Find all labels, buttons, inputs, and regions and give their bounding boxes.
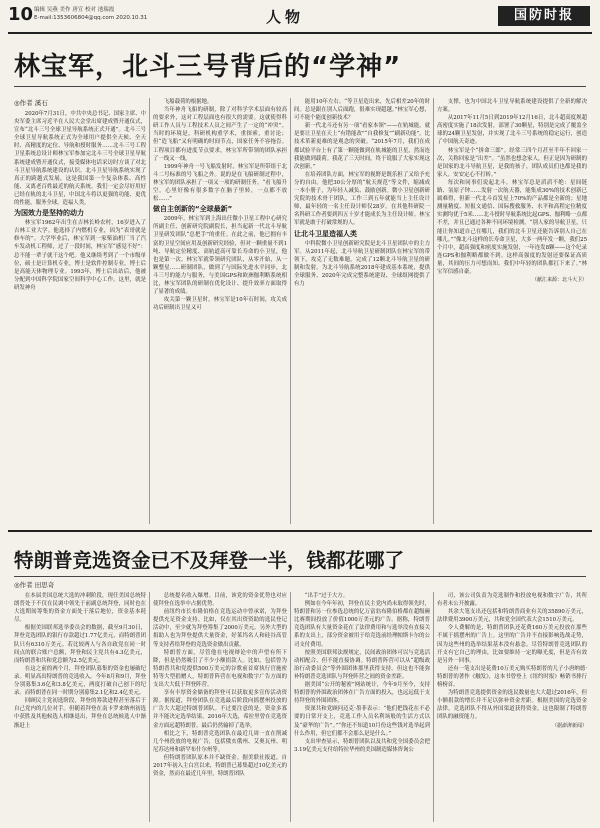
section-title: 人物 [266, 8, 305, 26]
paragraph: 支撑，也为中国北斗卫星导航系统建设提供了全新的解决方案。 [437, 99, 587, 114]
paragraph: 为特朗普竞选提供资金的选民数量也大大超过2016年，但小额捐款的增长并不足以弥补资金差距。根据美国的竞选资金法律，竞选团队不得从外国渠道获得资金，这也限制了特朗普团队的融资能力。 [437, 690, 587, 721]
paragraph: 前纽约市长布隆伯格在竞选运动中曾承诺，为拜登提供充足资金支持。比如，仅在其出资资助的选民登记活动中，至少就为拜登筹集了2000万美元。另外大型的捐助人也为拜登提供大量资金，好莱坞名人和硅谷高管等支持者给拜登的竞选资金做出贡献。 [153, 609, 287, 648]
article1-column [14, 110, 146, 524]
paragraph: 资深共和党顾问迈克·墨菲表示：“他们把钱花在不必要的日常开支上，竞选工作人员名利场般的生活方式以及“豪华的广告”。”“你还不知道10月份这些钱对选举起到什么作用，但它们都不会那么是是什么。” [294, 706, 430, 737]
subheading: 让北斗卫星造福人类 [294, 229, 357, 238]
article2-column [153, 592, 287, 822]
newspaper-logo: 国防时报 [498, 6, 590, 26]
paragraph: 例如在今年年初，拜登在民主党内尚未取得领先时，特朗普和另一位参选总统的亿万富翁布隆伯格都在超级碗比赛期间投放了价值1000万美元的广告。据称，特朗普竞选团队有大量资金花在了法律费用和与选举没有直接关系的支出上，部分资金被用于给竞选前经理帕斯卡尔的公司支付费用。 [294, 601, 430, 648]
paragraph: “出手”过于大方。 [304, 593, 349, 599]
paragraph: 据美国“公开的秘密”网站统计，今年9月至今，支持特朗普的外围政治团体在广告方面的投入，也远远低于支持拜登的外围团体。 [294, 682, 430, 705]
paragraph: 相比之下，特朗普竞选团队在最近几周一直在削减几个州投放的电视广告，包括俄亥俄州、艾奥瓦州、明尼苏达州和新罕布什尔州等。 [153, 730, 287, 753]
paragraph: 根据美国联邦选举委员会的数据，截至9月30日，拜登竞选团队的银行存款超过1.77亿美元，而特朗普团队只有6310万美元。若比较两人与各自政党在同一时间点的联合账户总额，拜登和民主党共有4.3亿美元，而特朗普和共和党总额为2.5亿美元。 [14, 625, 146, 664]
article1-column [153, 98, 287, 524]
paragraph: 攻关第一颗卫星时，林宝军是10年石时间，攻关成功后研制出卫星又可 [153, 297, 287, 312]
article1-column [437, 98, 587, 524]
source-credit: （献汇来源：北斗大卫） [531, 277, 587, 284]
paragraph: 中科院微小卫星创新研究院是北斗卫星团队中的主力军。从2011年起，北斗导航卫星研制团队在林宝军的带领下，攻克了无数难题，完成了12颗北斗导航卫星的研制和发射。为北斗导航系统2018年建成基本系统，提供全球服务、2020年完成完整系统建设、全球组网提供了有力 [294, 240, 430, 287]
page-number: 10 [8, 4, 34, 25]
paragraph: 令人费解的是，特朗普团队还花费160万美元投放在那些不属于摇摆州的广告上。这里的广告并不直接影响选战走势，因为这些州的选举结果基本没有悬念。尽管特朗普竞选团队的开支有它自己的理由，比如要维持一定的曝光度，但是否有效是另外一回事。 [437, 625, 587, 664]
paragraph: 新一代北斗还有另一项“看家本领”——在轨城能。就是要让卫星在天上“有错能改”“自我修复”“刷新功能”。比技术革新更难的是观念的突破。“2015年7月，我们在成都试验平台上有了第一颗能做到在轨城能的卫星，然而连我能做到载荷。我花了三天时间，终于说服了大家实现这次创新。” [294, 123, 430, 170]
column-divider [149, 98, 150, 524]
paragraph: 2020年7月31日，中共中央总书记、国家主席、中央军委主席习近平在人民大会堂出席建成暨开通仪式，宣布“北斗三号全球卫星导航系统正式开通”。北斗三号全球卫星导航系统正式为全球用户提供全天候、全天时、高精度的定位、导航和授时服务……北斗三号工程卫星系统总设计师林宝军参加完北斗三号全球卫星导航系统建成暨开通仪式，接受媒体电话采访时方谈了对北斗卫星导航系统建设的认识。北斗卫星导航系统实现了真正的跨越式发展，这是我国第一个复杂体系、高性能、又离老百姓最近的航天系统。我们一定会尽好用好已经在轨的北斗卫星，中国北斗将以更强的功能、更优的性能，服务全球，造福人类。 [14, 111, 146, 207]
paragraph: 司，该公司负责为竞选制作和投放电视和数字广告，其所有者未公开披露。 [437, 593, 587, 608]
paragraph: 在培养团队方面，林宝军的视野是既乐担了又给予充分的自由。他把30公分厚的“航天规范”等文件，缩减成一本小册子，为年轻人减负、鼓励创新。微小卫星创新研究院的技术骨干团队，工作三到五年就能当上主任设计师，最年轻的一名主任设计师仅28岁。在其他科研院一名科研工作者要到四五十岁才能成长为主任设计师。林宝军就是敢于打破常规的人。 [294, 171, 430, 227]
paragraph: 林宝军是个“拼命三郎”。经常三四个月甚至半年不回家一次，关称回家是“出差”。“虽然也想念家人，但正是因为研制的是国家的北斗导航卫星，是我的孩子，团队成员们也都是我的家人。安安定心不打转。” [437, 147, 587, 178]
paragraph: 在本届美国总统大选的冲刺阶段，现任美国总统特朗普处于不仅在民调中领先于前副总统拜登，同时也在大选期间筹集的资金方面处于落后地位，资金基本耗尽。 [14, 593, 146, 624]
paragraph: 能用10年左右。“等卫星造出来，先后相差20年的时间。总是跟在别人后面跑，很难实现超越。”林宝军心想，可不能个能度创新技术？ [294, 99, 430, 122]
article2-headline: 特朗普竞选资金已不及拜登一半，钱都花哪了 [14, 549, 405, 572]
article1-byline: ◎作者 溪石 [14, 99, 48, 107]
article1-headline: 林宝军，北斗三号背后的“学神” [14, 52, 402, 82]
contact-line: E-mail:1353606804@qq.com 2020.10.31 [34, 15, 148, 21]
article1-column [294, 98, 430, 524]
article1-rule [14, 86, 586, 87]
column-divider [433, 98, 434, 524]
column-divider [149, 592, 150, 822]
paragraph: 按照美国联邦法规规定，民间政治团体可以与竞选活动相配合，但不能直接协调。特朗普阵营可以从“超级政治行动委员会”等外围团体那里获得支持。但这也不能弥补特朗普竞选团队与拜登阵营之间的资金差距。 [294, 649, 430, 680]
column-divider [290, 98, 291, 524]
subheading: 做自主创新的“全球最新” [153, 205, 233, 214]
article2-column [437, 592, 587, 822]
paragraph: 从2017年11月5日到2019年12月16日，北斗超高度规超高密度实施了18次发射，部署了30颗星，特别是完成了覆盖全球的24颗卫星发射，并实现了北斗三号系统的稳定运行，创造了中国航天奇迹。 [437, 115, 587, 146]
editors-line: 编辑 吴燕 美作 唐宣 校对 池瑞霞 [34, 7, 115, 13]
source-credit: （据澎湃新闻） [551, 722, 587, 729]
paragraph: 支出审查显示，特朗普团队以及共和党全国委员会把3.19亿美元支付给特拉华州的美国制造媒体咨询公 [294, 738, 430, 753]
paragraph: 回顾民主党初选阶段，拜登的筹款进程甚至落后于自己党内的几位对手。但随着拜登在南卡罗来纳州初选中获胜及其他候选人相继退出，拜登在总统候选人中渐渐赶上 [14, 698, 146, 729]
column-divider [433, 592, 434, 822]
article2-column [14, 592, 146, 822]
article2-rule [14, 576, 586, 577]
editors-info [34, 6, 147, 22]
paragraph: 1999年神舟一号飞船发射时，林宝军是所带组于北斗二号标准的号飞船之外。说的是在飞船研制过程中，林宝军的团队承担了一项又一项的研制任务。“看飞船升空，心里好像有很多数字在脑子里转，一点都不放松……” [153, 163, 287, 203]
subheading: 为国效力是坚持的动力 [14, 209, 84, 218]
article2-byline: ◎作者 田思奇 [14, 581, 55, 589]
paragraph: 总统提名收入爆增。目前，该党的资金优势也对应使拜登在选举中占据优势。 [153, 593, 287, 608]
column-divider [290, 592, 291, 822]
paragraph: 飞船载荷的根据地。 [163, 99, 213, 105]
paragraph: 其余大笔支出还包括和特朗普商业有关的35890万美元，法律费用3900万美元，共和党全国代表大会1510万美元。 [437, 609, 587, 624]
paragraph: 特朗普方面，尽管他在电视辩论中的声望有所下降，但是仍然吸引了不少小额捐款人。比如，包括曾为特朗普共和党提供500万美元的谷歌前首席执行官施密特等大型捐赠人，特朗普阵营在电视和数字广告方面的支出大大低于拜登阵营。 [153, 649, 287, 689]
paragraph: 林宝军1962年出生在吉林长岭农村，16岁进入了吉林工业大学。他选择了内燃机专业，因为“表哥就是修车的”。大学毕业后，林宝军到一家柴油机厂当了汽车发动机工程师，过了一段时间，林宝军“感觉不好”：总不能一辈子就干这个吧。他又继续考到了一个市级单位，硕士是计算机专业，博士是软件控制专业，博士后是高能天体物理专业。1993年，博士后出站后，他被分配到中国科学院国家空间科学中心工作。这里，就是研发神舟 [14, 220, 146, 291]
paragraph: 2009年，林宝军到上海出任微小卫星工程中心研究所副主任、创新研究院副院长，担当起新一代北斗导航卫星研发团队“总把手”的重任。在此之前，他已拥有丰富的卫星空间应用及创新研究经验，但对一颗重量不到1吨、导航定位精度、高轨道高可靠长寿命的小卫星，他也是第一次。林宝军就带领研究团队，从零开始，从一颗整星……研制团队，做到了与国际先进水平同步，北斗三号的能力与服务，与美国GPS和欧洲伽利略系统相比，林宝军团队的研制在优化设计、提升效率方面取得了显著的成绩。 [153, 216, 287, 296]
paragraph: 在这之前的两个月，拜登团队募集的资金也屡破纪录。明显高出特朗普的竞选收入。今年8月和9月，拜登分别募集3.6亿和3.8亿美元，两度打破自己创下的纪录。而特朗普在同一时期分别募集2.1亿和2.4亿美元。 [14, 665, 146, 697]
paragraph: 但特朗普团队原本并不缺资金。据美联社报道，自2017年初入主白宫以来，特朗普已募集超过10亿美元的资金，然而在最近几年里，特朗普团队 [153, 754, 287, 778]
paragraph: 每次和同事们说起北斗，林宝军总是滔滔不绝：星间链路、氢原子钟……发射一次航天器，能集成30%的技术创新已属难得，但新一代北斗首发星上70%的产品都是全新的；星地测量精度、短报文通信、国际搜救服务、水平和高程定位精度实测均优于5米……北斗授时导航系统比起GPS、伽利略一点都不差，并且已通过各种不同环境检测。“别人家的导航卫星，只能让你知道自己在哪儿，我们的北斗卫星还能告诉别人自己在哪儿。”“像北斗这样的长寿命卫星，大多一两年发一颗，我们25个月中，超高强度和密度实施发射，一年连发8颗——这个纪录连GPS和伽利略都做不到。这样高强度的发射还要保证高质量，其间的压力可想而知，我们中年轻的团队都扛下来了。”林宝军信感自豪。 [437, 179, 587, 275]
article-separator [8, 530, 592, 532]
paragraph: 当年神舟飞船的研制，除了对科学学术层面有较高的要求外，这对工程层面也有很大的需要。这就使得科研工作人员与工程技术人员之间产生了一定的“冲突”。当时的环境是，科研机构重学术，重探索，重讨论；但“造飞船”又有明确的时间节点，国家任务不容拖沓。工程项目都有进度节点要求，林宝军所带领的团队承担了一线又一线。 [153, 107, 287, 162]
paragraph: 还有一笔支出是花费10万美元购买特朗普的儿子小唐纳德·特朗普的著作《触发》，这本书曾登上《纽约时报》畅销书排行榜榜首。 [437, 665, 587, 689]
page-header [8, 4, 592, 34]
paragraph: 享有丰厚资金储备的拜登可以获取更多宣传活动资源。据报道，拜登团队在竞选最后阶段向摇摆州投放的广告大大超过特朗普团队。不过要注意的是，资金多寡并不能决定选举结果。2016年大选，希拉里曾在竞选资金方面远超特朗普，最后仍然输掉了选举。 [153, 690, 287, 729]
article2-column [294, 592, 430, 822]
